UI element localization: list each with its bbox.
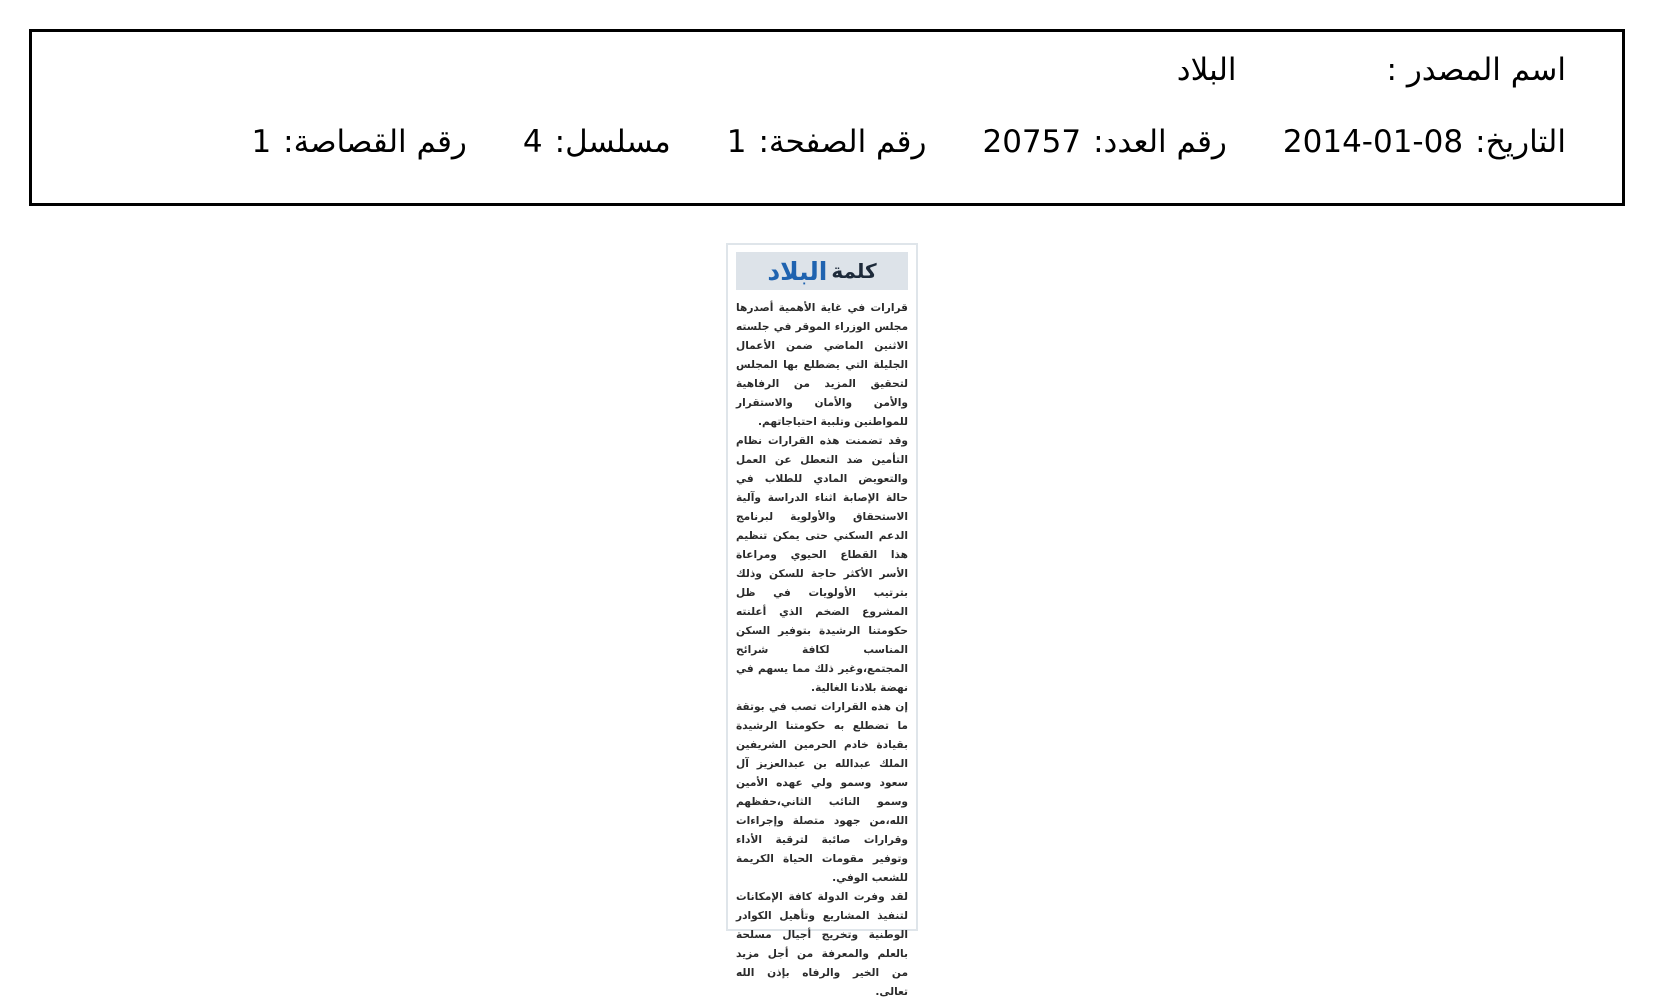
article-paragraph: لقد وفرت الدولة كافة الإمكانات لتنفيذ المشاريع وتأهيل الكوادر الوطنية وتخريج أجيال مسلحة بالعلم والمعرفة من أجل مزيد من الخير والرفاه بإذن الله تعالى.: [736, 891, 908, 998]
issue-value: 20757: [982, 124, 1082, 160]
clipping-masthead: [736, 252, 908, 290]
article-paragraph: إن هذه القرارات تصب في بوتقة ما تضطلع به حكومتنا الرشيدة بقيادة خادم الحرمين الشريفين الملك عبدالله بن عبدالعزيز آل سعود وسمو ولي عهده الأمين وسمو النائب الثاني،حفظهم الله،من جهود متصلة وإجراءات وقرارات صائبة لترقية الأداء وتوفير مقومات الحياة الكريمة للشعب الوفي.: [736, 701, 908, 884]
date-value: 2014-01-08: [1282, 124, 1464, 160]
source-label: اسم المصدر :: [1386, 52, 1566, 88]
issue-field: [982, 124, 1226, 160]
clip-field: [251, 124, 466, 160]
article-paragraph: وقد تضمنت هذه القرارات نظام التأمين ضد التعطل عن العمل والتعويض المادي للطلاب في حالة الإصابة اثناء الدراسة وآلية الاستحقاق والأولوية لبرنامج الدعم السكني حتى يمكن تنظيم هذا القطاع الحيوي ومراعاة الأسر الأكثر حاجة للسكن وذلك بترتيب الأولويات في ظل المشروع الضخم الذي أعلنته حكومتنا الرشيدة بتوفير السكن المناسب لكافة شرائح المجتمع،وغير ذلك مما يسهم في نهضة بلادنا الغالية.: [736, 435, 908, 694]
clipping-article: [736, 299, 908, 1002]
source-field: [1177, 52, 1566, 88]
source-value: البلاد: [1176, 52, 1237, 88]
article-paragraph: قرارات في غاية الأهمية أصدرها مجلس الوزراء الموقر في جلسته الاثنين الماضي ضمن الأعمال الجليلة التي يضطلع بها المجلس لتحقيق المزيد من الرفاهية والأمن والأمان والاستقرار للمواطنين وتلبية احتياجاتهم.: [736, 302, 908, 428]
date-label: التاريخ:: [1475, 124, 1566, 160]
metadata-box: [29, 29, 1625, 206]
masthead-name: البلاد: [767, 256, 828, 286]
clip-label: رقم القصاصة:: [283, 124, 467, 160]
serial-field: [523, 124, 671, 160]
date-field: [1283, 124, 1566, 160]
details-row: [251, 124, 1566, 160]
page-field: [727, 124, 927, 160]
source-row: [1177, 52, 1566, 88]
masthead-word: كلمة: [831, 259, 877, 283]
clip-value: 1: [251, 124, 272, 160]
serial-label: مسلسل:: [554, 124, 671, 160]
newspaper-clipping: [726, 243, 918, 998]
issue-label: رقم العدد:: [1093, 124, 1227, 160]
page-label: رقم الصفحة:: [758, 124, 927, 160]
serial-value: 4: [522, 124, 543, 160]
page-value: 1: [726, 124, 747, 160]
